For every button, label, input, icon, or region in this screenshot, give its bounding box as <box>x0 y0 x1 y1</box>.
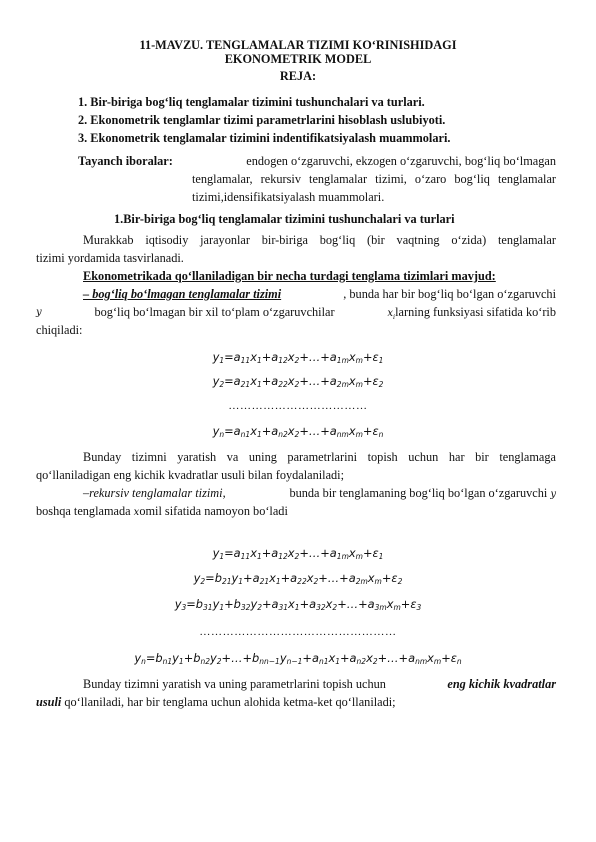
equation-2-1: $y_1=a_{11}x_1+a_{12}x_2+\dots+a_{1m}x_m+\varepsilon_1$ <box>212 546 384 561</box>
equation-2-3: $y_3=b_{31}y_1+b_{32}y_2+a_{31}x_1+a_{32}x_2+\dots+a_{3m}x_m+\varepsilon_3$ <box>174 597 422 612</box>
equation-1-1: $y_1=a_{11}x_1+a_{12}x_2+\dots+a_{1m}x_m+\varepsilon_1$ <box>212 350 384 365</box>
equation-2-2: $y_2=b_{21}y_1+a_{21}x_1+a_{22}x_2+\dots+a_{2m}x_m+\varepsilon_2$ <box>193 571 403 586</box>
keywords-line-1 <box>78 154 556 169</box>
plan-heading: REJA: <box>279 69 317 83</box>
equation-1-n: $y_n=a_{n1}x_1+a_{n2}x_2+\dots+a_{nm}x_m+\varepsilon_n$ <box>212 424 384 439</box>
paragraph-1-line-2: tizimi yordamida tasvirlanadi. <box>36 251 184 265</box>
term-least-squares: eng kichik kvadratlar <box>447 677 556 691</box>
paragraph-5-line-2: usuli qo‘llaniladi, har bir tenglama uchun alohida ketma-ket qo‘llaniladi; <box>36 695 396 709</box>
symbol-y: y <box>36 307 42 318</box>
paragraph-2-line-1 <box>83 287 556 302</box>
symbol-xi: $x_ilarning$ funksiyasi sifatida ko‘rib <box>387 305 556 321</box>
symbol-x: x <box>133 507 140 518</box>
paragraph-2-line-3: chiqiladi: <box>36 323 83 337</box>
term-recursive-system: –rekursiv tenglamalar tizimi, <box>83 486 226 500</box>
plan-item-1: 1. Bir-biriga bog‘liq tenglamalar tizimini tushunchalari va turlari. <box>78 95 425 109</box>
section-heading: 1.Bir-biriga bog‘liq tenglamalar tizimini tushunchalari va turlari <box>114 212 455 226</box>
document-title-line-2: EKONOMETRIK MODEL <box>224 52 372 66</box>
equation-ellipsis: ……………………………… <box>228 400 368 412</box>
plan-item-2: 2. Ekonometrik tenglamlar tizimi parametrlarini hisoblash uslubiyoti. <box>78 113 446 127</box>
subheading: Ekonometrikada qo‘llaniladigan bir necha turdagi tenglama tizimlari mavjud: <box>83 269 496 283</box>
paragraph-2-line-2 <box>36 305 556 325</box>
keywords-text-1: endogen o‘zgaruvchi, ekzogen o‘zgaruvchi, bog‘liq bo‘lmagan <box>246 154 556 168</box>
paragraph-3-line-1: Bunday tizimni yaratish va uning parametrlarini topish uchun har bir tenglamaga <box>83 450 556 464</box>
equation-ellipsis-2: …………………………………………… <box>199 626 397 638</box>
plan-item-3: 3. Ekonometrik tenglamalar tizimini indentifikatsiyalash muammolari. <box>78 131 451 145</box>
paragraph-5-line-1: Bunday tizimni yaratish va uning parametrlarini topish uchun eng kichik kvadratlar <box>83 677 556 691</box>
equation-2-n: $y_n=b_{n1}y_1+b_{n2}y_2+\dots+b_{nn-1}y_{n-1}+a_{n1}x_1+a_{n2}x_2+\dots+a_{nm}x_m+\varepsilon_n$ <box>134 651 462 666</box>
paragraph-4-text: bunda bir tenglamaning bog‘liq bo‘lgan o‘zgaruvchi y <box>289 486 556 500</box>
equation-1-2: $y_2=a_{21}x_1+a_{22}x_2+\dots+a_{2m}x_m+\varepsilon_2$ <box>212 374 384 389</box>
symbol-y-2: y <box>550 489 556 500</box>
paragraph-1-line-1: Murakkab iqtisodiy jarayonlar bir-biriga bog‘liq (bir vaqtning o‘zida) tenglamalar <box>83 233 556 247</box>
paragraph-2-text: , bunda har bir bog‘liq bo‘lgan o‘zgaruvchi <box>343 287 556 301</box>
paragraph-4-line-1 <box>83 486 556 502</box>
keywords-line-3: tizimi,idensifikatsiyalash muammolari. <box>192 190 385 204</box>
keywords-line-2: tenglamalar, rekursiv tenglamalar tizimi, o‘zaro bog‘liq tenglamalar <box>192 172 556 186</box>
document-title-line-1: 11-MAVZU. TENGLAMALAR TIZIMI KO‘RINISHIDAGI <box>139 38 457 52</box>
paragraph-2-text-a: bog‘liq bo‘lmagan bir xil to‘plam o‘zgaruvchilar <box>94 305 335 319</box>
keywords-label: Tayanch iboralar: <box>78 154 173 168</box>
paragraph-3-line-2: qo‘llaniladigan eng kichik kvadratlar usuli bilan foydalaniladi; <box>36 468 345 482</box>
paragraph-4-line-2: boshqa tenglamada xomil sifatida namoyon bo‘ladi <box>36 504 288 518</box>
term-unrelated-equations: – bog‘liq bo‘lmagan tenglamalar tizimi <box>83 287 282 301</box>
